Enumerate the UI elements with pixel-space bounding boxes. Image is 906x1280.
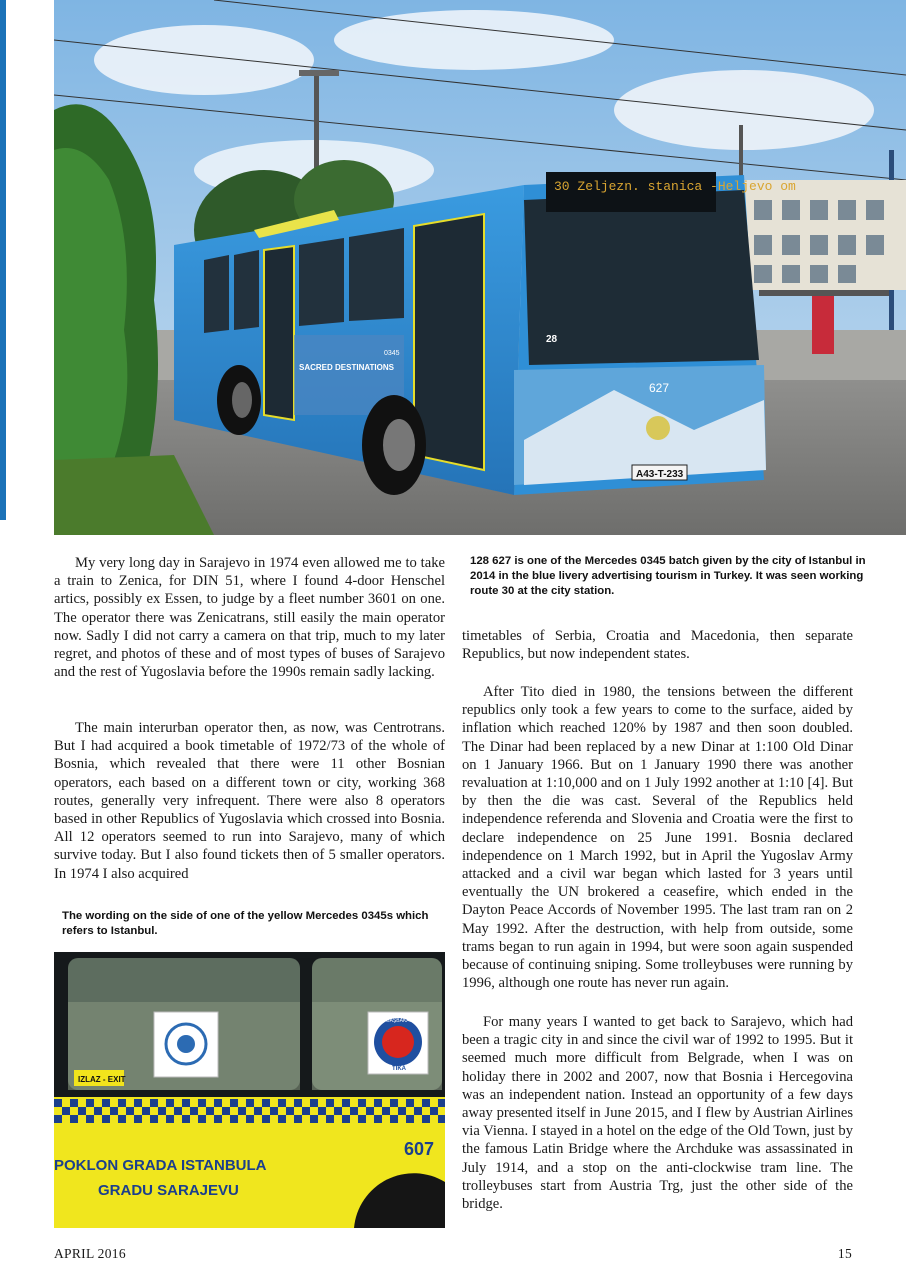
body-paragraph-4: After Tito died in 1980, the tensions between the different republics only took a few years to come to the surface, aided by inflation which reached 120% by 1987 and then soon doubled. The Dinar had been replaced by a new Dinar at 1:100 Old Dinar on 1 January 1966. But on 1 January 1990 there was another revaluation at 1:10,000 and on 1 July 1992 another at 1:10 [4]. But by then the die was cast. Several of the Republics held independence referenda and Slovenia and Croatia were the first to declare independence on 25 June 1991. Bosnia declared independence on 1 March 1992, but in April the Yugoslav Army attacked and a civil war began which lasted for 3 years until eventually the UN brokered a ceasefire, which ended in the Dayton Peace Accords of November 1995. The last tram ran on 2 May 1992. After the destruction, with help from outside, some trams began to run again in 1994, but were soon again suspended because of continuing sniping. Some trolleybuses were running by 1996, although one route has never run again. [462,684,853,992]
slogan-line-2: GRADU SARAJEVU [98,1182,239,1199]
fleet-number-yellow: 607 [404,1139,435,1159]
destination-sign: 30 Zeljezn. stanica -Heljevo om [554,179,796,194]
body-paragraph-1: My very long day in Sarajevo in 1974 even allowed me to take a train to Zenica, for DIN 51, where I found 4-door Henschel artics, possibly ex Essen, to judge by a fleet number 3601 on one. The operator there was Zenicatrans, still easily the main operator now. Sadly I did not carry a camera on that trip, much to my later regret, and photos of these and of most types of buses of Sarajevo and the rest of Yugoslavia before the 1990s remain sadly lacking. [54,555,445,681]
footer-page-number: 15 [837,1246,852,1261]
number-plate: A43-T-233 [636,469,684,480]
photo-yellow-bus [54,952,445,1228]
body-paragraph-5: For many years I wanted to get back to Sarajevo, which had been a tragic city in and since the civil war of 1992 to 1995. But it seemed much more difficult from Belgrade, when I was on holiday there in 2002 and 2007, now that Bosnia i Hercegovina was an independent nation. Instead an opportunity of a few days away presented itself in June 2015, and I flew by Austrian Airlines via Vienna. I stayed in a hotel on the edge of the Old Town, just by the famous Latin Bridge where the Archduke was assassinated in July 1914, and a stop on the anti-clockwise tram line. The trolleybuses start from Austria Trg, just the other side of the bridge. [462,1014,853,1213]
exit-sign: IZLAZ - EXIT [78,1075,126,1084]
fleet-number: 627 [649,381,670,395]
slogan-line-1: POKLON GRADA ISTANBULA [54,1157,267,1174]
body-paragraph-3: timetables of Serbia, Croatia and Macedonia, then separate Republics, but now independent states. [462,628,853,663]
side-ad-text: SACRED DESTINATIONS [299,363,394,372]
page-edge-strip [0,0,6,520]
side-model: 0345 [384,350,400,357]
photo-caption-main: 128 627 is one of the Mercedes 0345 batch given by the city of Istanbul in 2014 in the blue livery advertising tourism in Turkey. It was seen working route 30 at the city station. [470,555,866,597]
badge-text: T.C. BAŞBAKANLIK [376,1018,421,1024]
footer-issue-date: APRIL 2016 [54,1246,126,1261]
photo-caption-yellow: The wording on the side of one of the yellow Mercedes 0345s which refers to Istanbul. [62,910,429,937]
photo-blue-bus [54,0,906,535]
windscreen-number: 28 [546,334,558,345]
body-paragraph-2: The main interurban operator then, as now, was Centrotrans. But I had acquired a book timetable of 1972/73 of the whole of Bosnia, which revealed that there were 11 other Bosnian operators, each based on a different town or city, working 368 routes, generally very infrequent. There were also 8 operators based in other Republics of Yugoslavia which crossed into Bosnia. All 12 operators seemed to run into Sarajevo, many of which survive today. But I also found tickets then of 5 smaller operators. In 1974 I also acquired [54,720,445,882]
badge-sub: TİKA [392,1066,406,1072]
